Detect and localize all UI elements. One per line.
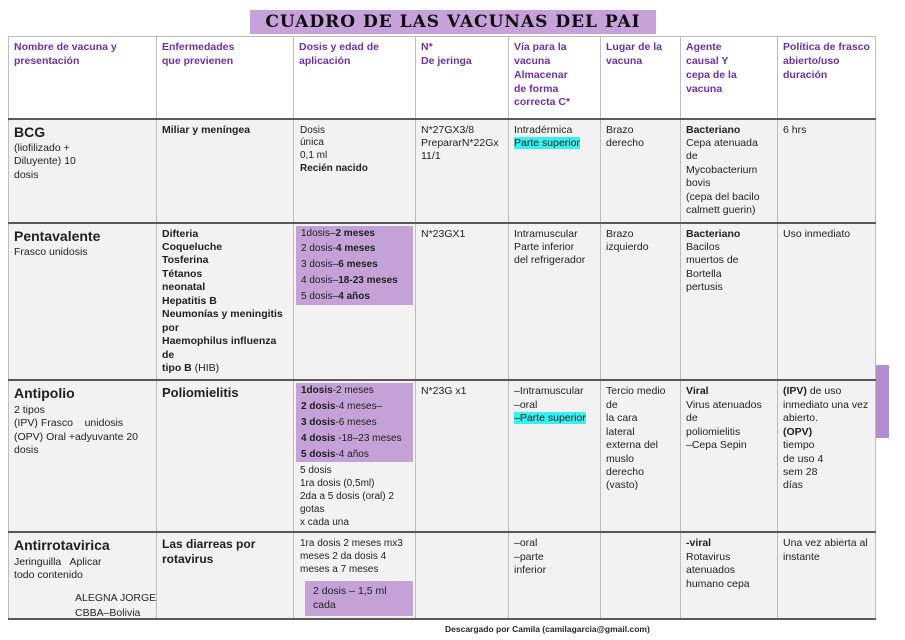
cell-antipolio-politica bbox=[778, 380, 876, 532]
text-line bbox=[162, 281, 288, 294]
text-line bbox=[514, 228, 595, 241]
text-segment: derecho bbox=[606, 136, 644, 149]
text-line bbox=[606, 466, 675, 479]
text-segment: Mycobacterium bbox=[686, 163, 758, 176]
text-line bbox=[14, 228, 151, 246]
text-segment: (liofilizado + bbox=[14, 142, 70, 154]
text-segment: sem 28 bbox=[783, 466, 818, 478]
text-line bbox=[162, 228, 288, 241]
text-segment: (vasto) bbox=[606, 479, 639, 492]
text-line bbox=[783, 124, 870, 137]
text-segment: 5 dosis– bbox=[301, 290, 339, 302]
text-segment: 5 dosis bbox=[301, 448, 336, 460]
text-line bbox=[686, 254, 772, 267]
text-line bbox=[686, 537, 772, 550]
text-line bbox=[162, 295, 288, 308]
text-segment: Bacilos bbox=[686, 241, 720, 253]
text-line bbox=[606, 426, 675, 439]
cyan-highlight: –Parte superior bbox=[514, 412, 586, 425]
text-segment: tiempo bbox=[783, 439, 815, 452]
cell-antipolio-jeringa bbox=[416, 380, 509, 532]
text-line bbox=[296, 431, 413, 447]
text-segment: –parte bbox=[514, 550, 544, 563]
text-segment: (OPV) bbox=[783, 425, 813, 438]
table-row-pentavalente bbox=[9, 223, 876, 381]
text-line bbox=[296, 478, 413, 491]
text-line bbox=[162, 385, 288, 401]
text-line bbox=[14, 169, 151, 182]
text-segment: Bacteriano bbox=[686, 227, 741, 240]
text-line bbox=[421, 228, 503, 241]
cell-bcg-dosis bbox=[294, 119, 416, 223]
text-segment: humano cepa bbox=[686, 577, 750, 590]
page-title: CUADRO DE LAS VACUNAS DEL PAI bbox=[250, 10, 656, 34]
text-segment: calmett guerin) bbox=[686, 204, 756, 217]
text-segment: atenuados bbox=[686, 564, 736, 577]
text-line bbox=[296, 465, 413, 478]
text-line bbox=[686, 204, 772, 217]
text-segment: Intradérmica bbox=[514, 123, 573, 136]
text-line bbox=[783, 228, 870, 241]
text-line bbox=[162, 335, 288, 362]
text-segment: Tosferina bbox=[162, 254, 209, 267]
text-segment: de bbox=[606, 398, 618, 411]
text-line bbox=[514, 124, 595, 137]
text-segment: Jeringuilla Aplicar bbox=[14, 555, 102, 568]
text-line bbox=[686, 177, 772, 190]
cell-pentavalente-agente bbox=[681, 223, 778, 381]
text-segment: lateral bbox=[606, 425, 635, 438]
text-segment: N*23GX1 bbox=[421, 227, 466, 240]
text-segment: meses a 7 meses bbox=[300, 563, 379, 575]
table-header-row bbox=[9, 37, 876, 119]
text-segment: -2 meses bbox=[332, 385, 374, 397]
text-line bbox=[296, 226, 413, 242]
text-line bbox=[514, 537, 595, 550]
text-line bbox=[14, 155, 151, 168]
text-line bbox=[305, 581, 413, 616]
text-segment: (HIB) bbox=[194, 361, 220, 374]
text-segment: de uso bbox=[806, 385, 842, 398]
text-line bbox=[783, 439, 870, 452]
column-header-via: Vía para la vacuna Almacenar de forma correcta C* bbox=[509, 37, 601, 119]
text-line bbox=[14, 404, 151, 417]
text-line bbox=[783, 537, 870, 550]
text-segment: bovis bbox=[686, 177, 711, 190]
text-line bbox=[686, 137, 772, 150]
text-segment: –Intramuscular bbox=[514, 385, 584, 398]
text-line bbox=[296, 491, 413, 517]
text-segment: pertusis bbox=[686, 281, 723, 294]
text-line bbox=[296, 125, 413, 138]
text-segment: PrepararN*22Gx bbox=[421, 136, 499, 149]
text-line bbox=[296, 447, 413, 463]
text-segment: x cada una bbox=[300, 516, 349, 528]
text-line bbox=[162, 552, 288, 567]
text-line bbox=[162, 362, 288, 375]
column-header-jeringa: N* De jeringa bbox=[416, 37, 509, 119]
cell-antipolio-lugar bbox=[601, 380, 681, 532]
text-segment: BCG bbox=[14, 123, 46, 140]
cell-bcg-enfermedades bbox=[157, 119, 294, 223]
text-segment: 2 meses bbox=[335, 227, 375, 239]
text-segment: Brazo bbox=[606, 227, 634, 240]
text-segment: tipo B bbox=[162, 361, 195, 374]
text-line bbox=[162, 268, 288, 281]
text-segment: neonatal bbox=[162, 281, 206, 294]
text-line bbox=[14, 444, 151, 457]
column-header-politica: Política de frasco abierto/uso duración bbox=[778, 37, 876, 119]
text-segment: 2da a 5 dosis (oral) 2 gotas bbox=[300, 490, 397, 515]
text-line bbox=[686, 124, 772, 137]
text-segment: –Cepa Sepin bbox=[686, 439, 747, 452]
text-line bbox=[296, 551, 413, 564]
purple-accent-bar bbox=[876, 365, 889, 438]
author-block bbox=[75, 591, 156, 621]
column-header-nombre: Nombre de vacuna y presentación bbox=[9, 37, 157, 119]
cell-antipolio-enfermedades bbox=[157, 380, 294, 532]
text-segment: 6 hrs bbox=[783, 123, 807, 136]
text-line bbox=[606, 241, 675, 254]
text-line bbox=[296, 137, 413, 150]
column-header-enfermedades: Enfermedades que previenen bbox=[157, 37, 294, 119]
text-segment: la cara bbox=[606, 412, 638, 425]
text-segment: Bacteriano bbox=[686, 123, 741, 136]
text-line bbox=[686, 385, 772, 398]
text-segment: derecho bbox=[606, 466, 644, 478]
text-line bbox=[296, 241, 413, 257]
text-segment: Las diarreas por bbox=[162, 537, 256, 552]
text-segment: 2 tipos bbox=[14, 403, 45, 416]
text-segment: Una vez abierta al bbox=[783, 537, 868, 550]
text-line bbox=[783, 412, 870, 425]
text-segment: Recién nacido bbox=[300, 162, 368, 174]
text-segment: N*23G x1 bbox=[421, 385, 467, 398]
text-segment: días bbox=[783, 479, 803, 492]
text-line bbox=[14, 385, 151, 403]
cell-bcg-agente bbox=[681, 119, 778, 223]
text-segment: Brazo bbox=[606, 123, 634, 136]
text-line bbox=[296, 517, 413, 530]
text-segment: de uso 4 bbox=[783, 452, 824, 465]
text-segment: 3 dosis– bbox=[301, 259, 339, 271]
text-segment: Uso inmediato bbox=[783, 227, 851, 240]
text-line bbox=[296, 257, 413, 273]
text-segment: poliomielitis bbox=[686, 425, 741, 438]
column-header-dosis: Dosis y edad de aplicación bbox=[294, 37, 416, 119]
text-line bbox=[421, 124, 503, 137]
text-segment: 2 dosis- bbox=[301, 243, 337, 255]
table-row-bcg bbox=[9, 119, 876, 223]
text-line bbox=[606, 385, 675, 398]
column-header-agente: Agente causal Y cepa de la vacuna bbox=[681, 37, 778, 119]
text-segment: Intramuscular bbox=[514, 227, 578, 240]
cell-bcg-nombre bbox=[9, 119, 157, 223]
text-line bbox=[514, 254, 595, 267]
cell-antipolio-via bbox=[509, 380, 601, 532]
text-line bbox=[783, 453, 870, 466]
cell-bcg-lugar bbox=[601, 119, 681, 223]
cell-antirrotavirica-politica bbox=[778, 532, 876, 618]
text-line bbox=[606, 399, 675, 412]
cell-bcg-via bbox=[509, 119, 601, 223]
table-row-antipolio bbox=[9, 380, 876, 532]
text-line bbox=[296, 415, 413, 431]
text-line bbox=[686, 268, 772, 281]
text-line bbox=[162, 254, 288, 267]
text-segment: 1dosis bbox=[301, 385, 333, 397]
text-segment: Haemophilus influenza de bbox=[162, 335, 280, 361]
text-segment: 1ra dosis 2 meses mx3 bbox=[300, 538, 403, 550]
text-segment: –oral bbox=[514, 398, 538, 411]
text-segment: Diluyente) 10 bbox=[14, 155, 76, 168]
cell-antipolio-dosis bbox=[294, 380, 416, 532]
text-line bbox=[686, 426, 772, 439]
text-segment: Tétanos bbox=[162, 267, 203, 280]
text-line bbox=[783, 399, 870, 412]
text-segment: de bbox=[686, 150, 698, 163]
text-segment: Pentavalente bbox=[14, 227, 101, 244]
text-segment: N*27GX3/8 bbox=[421, 123, 475, 136]
author-name: ALEGNA JORGE bbox=[75, 592, 157, 604]
text-line bbox=[686, 564, 772, 577]
text-line bbox=[162, 124, 288, 137]
text-segment: (OPV) Oral +adyuvante 20 bbox=[14, 430, 139, 443]
text-line bbox=[14, 142, 151, 155]
text-line bbox=[514, 564, 595, 577]
text-line bbox=[686, 281, 772, 294]
text-segment: meses 2 da dosis 4 bbox=[300, 551, 387, 563]
text-line bbox=[686, 191, 772, 204]
text-line bbox=[296, 150, 413, 163]
text-segment: externa del bbox=[606, 439, 658, 452]
text-line bbox=[296, 383, 413, 399]
column-header-lugar: Lugar de la vacuna bbox=[601, 37, 681, 119]
text-segment: 4 años bbox=[338, 290, 370, 302]
text-segment: inferior bbox=[514, 564, 547, 577]
text-segment: del refrigerador bbox=[514, 254, 586, 267]
vaccine-table bbox=[8, 36, 876, 620]
text-segment: Neumonías y meningitis bbox=[162, 308, 283, 321]
text-line bbox=[421, 150, 503, 163]
text-segment: por bbox=[162, 321, 179, 334]
cell-pentavalente-via bbox=[509, 223, 601, 381]
text-segment: abierto. bbox=[783, 412, 819, 425]
text-line bbox=[296, 399, 413, 415]
text-line bbox=[686, 578, 772, 591]
text-segment: instante bbox=[783, 550, 820, 563]
cell-pentavalente-dosis bbox=[294, 223, 416, 381]
text-line bbox=[686, 399, 772, 426]
text-segment: –oral bbox=[514, 537, 538, 550]
text-line bbox=[686, 228, 772, 241]
text-line bbox=[514, 551, 595, 564]
text-segment: -18–23 meses bbox=[335, 432, 402, 444]
cell-antirrotavirica-dosis bbox=[294, 532, 416, 618]
text-segment: (IPV) bbox=[783, 385, 807, 398]
text-segment: Dosis bbox=[300, 124, 326, 136]
text-line bbox=[606, 439, 675, 452]
text-line bbox=[14, 569, 151, 582]
cell-antirrotavirica-jeringa bbox=[416, 532, 509, 618]
author-location: CBBA–Bolivia bbox=[75, 607, 141, 620]
text-line bbox=[14, 537, 151, 555]
text-segment: 2 dosis bbox=[301, 401, 336, 413]
text-segment: 0,1 ml bbox=[300, 150, 328, 162]
text-line bbox=[296, 564, 413, 577]
cell-antirrotavirica-via bbox=[509, 532, 601, 618]
cell-bcg-politica bbox=[778, 119, 876, 223]
text-segment: 6 meses bbox=[338, 259, 378, 271]
text-segment: 3 dosis bbox=[301, 416, 336, 428]
text-line bbox=[296, 163, 413, 176]
text-segment: 1dosis– bbox=[301, 227, 336, 239]
text-segment: -viral bbox=[686, 537, 712, 550]
cell-antipolio-agente bbox=[681, 380, 778, 532]
text-line bbox=[162, 308, 288, 321]
text-segment: Rotavirus bbox=[686, 550, 731, 563]
text-segment: Hepatitis B bbox=[162, 294, 217, 307]
cell-pentavalente-nombre bbox=[9, 223, 157, 381]
cell-bcg-jeringa bbox=[416, 119, 509, 223]
text-segment: única bbox=[300, 137, 324, 149]
text-line bbox=[514, 241, 595, 254]
text-segment: Tercio medio bbox=[606, 385, 666, 398]
text-line bbox=[421, 385, 503, 398]
text-segment: Coqueluche bbox=[162, 241, 223, 253]
text-segment: (IPV) Frasco unidosis bbox=[14, 417, 124, 430]
text-segment: muslo bbox=[606, 452, 635, 465]
text-line bbox=[783, 551, 870, 564]
text-line bbox=[606, 479, 675, 492]
text-line bbox=[686, 439, 772, 452]
text-segment: dosis bbox=[14, 444, 39, 457]
text-segment: 18-23 meses bbox=[338, 274, 398, 286]
cell-antipolio-nombre bbox=[9, 380, 157, 532]
text-segment: Poliomielitis bbox=[162, 385, 239, 401]
text-line bbox=[783, 385, 870, 398]
text-segment: 4 dosis– bbox=[301, 274, 339, 286]
text-segment: 2 dosis – 1,5 ml cada bbox=[313, 584, 390, 612]
text-segment: 4 dosis bbox=[301, 432, 336, 444]
text-line bbox=[514, 137, 595, 150]
text-segment: Difteria bbox=[162, 227, 199, 240]
cell-pentavalente-jeringa bbox=[416, 223, 509, 381]
text-segment: -4 meses– bbox=[335, 401, 383, 413]
text-line bbox=[606, 137, 675, 150]
text-line bbox=[514, 412, 595, 425]
text-line bbox=[14, 124, 151, 142]
text-line bbox=[14, 417, 151, 430]
text-line bbox=[606, 453, 675, 466]
text-line bbox=[421, 137, 503, 150]
text-line bbox=[606, 412, 675, 425]
cell-pentavalente-enfermedades bbox=[157, 223, 294, 381]
text-line bbox=[783, 479, 870, 492]
text-segment: 11/1 bbox=[421, 150, 441, 163]
text-line bbox=[686, 150, 772, 163]
text-line bbox=[296, 273, 413, 289]
text-segment: Antirrotavirica bbox=[14, 537, 110, 554]
text-line bbox=[296, 538, 413, 551]
text-segment: -6 meses bbox=[335, 416, 377, 428]
text-segment: dosis bbox=[14, 168, 39, 181]
text-line bbox=[514, 385, 595, 398]
text-segment: izquierdo bbox=[606, 241, 649, 253]
text-line bbox=[162, 537, 288, 552]
text-segment: 1ra dosis (0,5ml) bbox=[300, 478, 375, 490]
text-segment: inmediato una vez bbox=[783, 398, 869, 411]
text-segment: todo contenido bbox=[14, 569, 83, 582]
text-line bbox=[162, 241, 288, 254]
text-segment: -4 años bbox=[335, 448, 369, 460]
text-segment: Viral bbox=[686, 385, 709, 398]
text-line bbox=[783, 466, 870, 479]
text-line bbox=[783, 426, 870, 439]
text-segment: (cepa del bacilo bbox=[686, 190, 760, 203]
cell-antirrotavirica-enfermedades bbox=[157, 532, 294, 618]
text-line bbox=[14, 431, 151, 444]
text-line bbox=[296, 289, 413, 305]
cell-antirrotavirica-lugar bbox=[601, 532, 681, 618]
text-line bbox=[14, 556, 151, 569]
text-line bbox=[14, 246, 151, 259]
cell-pentavalente-lugar bbox=[601, 223, 681, 381]
cyan-highlight: Parte superior bbox=[514, 136, 580, 149]
text-segment: Virus atenuados de bbox=[686, 398, 765, 425]
text-segment: Miliar y meníngea bbox=[162, 123, 251, 136]
text-line bbox=[686, 241, 772, 254]
text-segment: Frasco unidosis bbox=[14, 246, 88, 259]
cell-antirrotavirica-agente bbox=[681, 532, 778, 618]
text-segment: Cepa atenuada bbox=[686, 136, 758, 149]
cell-pentavalente-politica bbox=[778, 223, 876, 381]
text-line bbox=[162, 322, 288, 335]
text-segment: muertos de bbox=[686, 254, 739, 267]
text-line bbox=[686, 164, 772, 177]
download-note: Descargado por Camila (camilagarcia@gmail.com) bbox=[445, 624, 650, 634]
text-segment: rotavirus bbox=[162, 552, 214, 567]
text-line bbox=[686, 551, 772, 564]
text-segment: Antipolio bbox=[14, 385, 75, 402]
text-segment: 5 dosis bbox=[300, 465, 332, 477]
text-segment: Bortella bbox=[686, 267, 722, 280]
text-segment: 4 meses bbox=[336, 243, 376, 255]
text-line bbox=[514, 399, 595, 412]
text-line bbox=[606, 124, 675, 137]
text-line bbox=[606, 228, 675, 241]
text-segment: Parte inferior bbox=[514, 241, 575, 253]
